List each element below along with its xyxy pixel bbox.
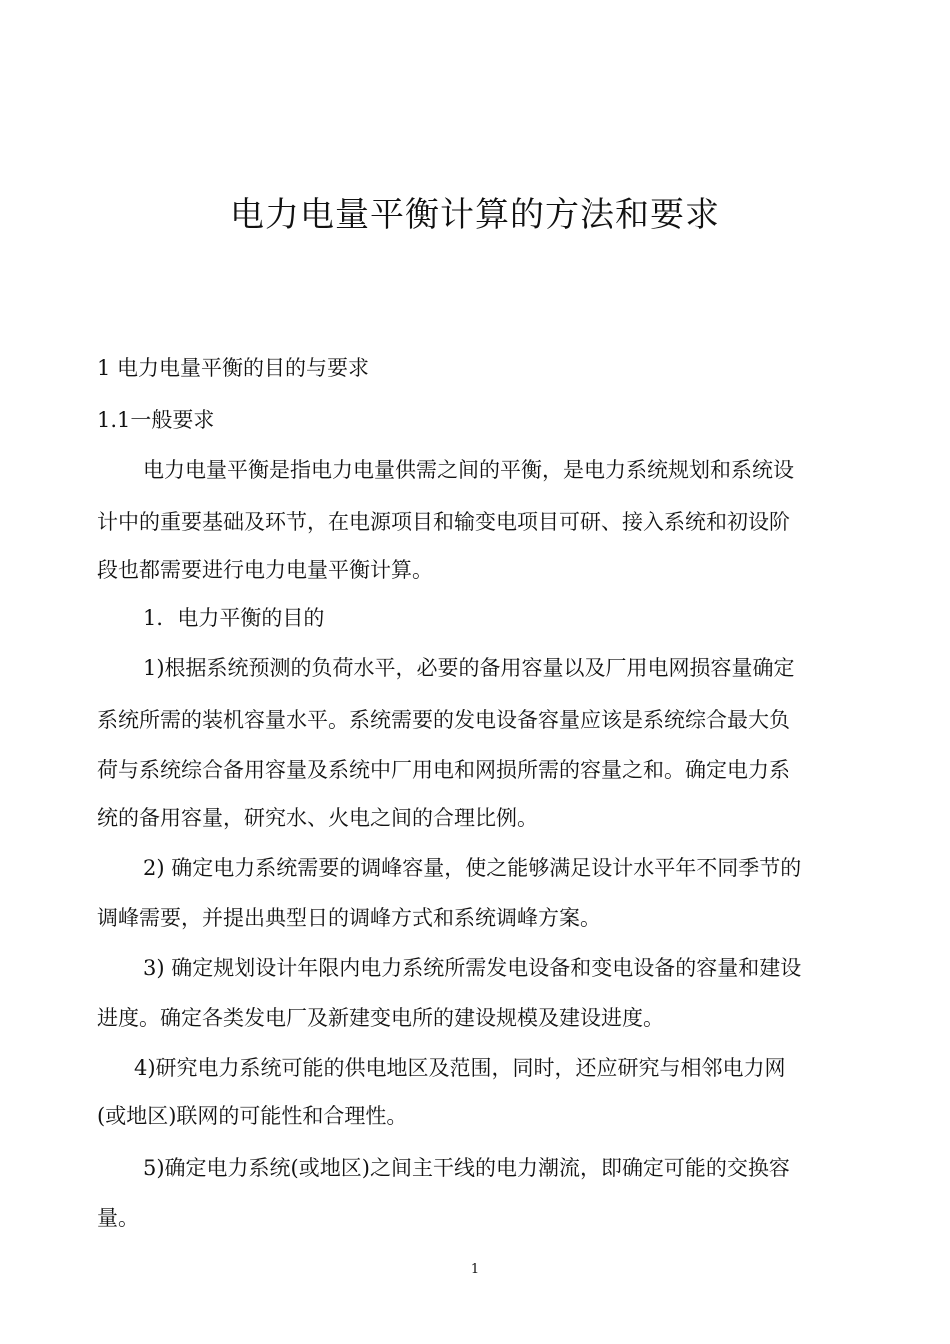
document-title: 电力电量平衡计算的方法和要求 [230, 195, 720, 235]
paragraph-line: 系统所需的装机容量水平。系统需要的发电设备容量应该是系统综合最大负 [97, 708, 790, 732]
paragraph-line: 荷与系统综合备用容量及系统中厂用电和网损所需的容量之和。确定电力系 [97, 758, 790, 782]
paragraph-line: 1)根据系统预测的负荷水平，必要的备用容量以及厂用电网损容量确定 [143, 656, 795, 680]
section-heading: 1 电力电量平衡的目的与要求 [97, 356, 370, 380]
paragraph-line: (或地区)联网的可能性和合理性。 [97, 1104, 408, 1128]
paragraph-line: 段也都需要进行电力电量平衡计算。 [97, 558, 433, 582]
paragraph-line: 进度。确定各类发电厂及新建变电所的建设规模及建设进度。 [97, 1006, 664, 1030]
paragraph-line: 2) 确定电力系统需要的调峰容量，使之能够满足设计水平年不同季节的 [143, 856, 802, 880]
page-number: 1 [470, 1262, 480, 1277]
paragraph-line: 调峰需要，并提出典型日的调峰方式和系统调峰方案。 [97, 906, 601, 930]
paragraph-line: 4)研究电力系统可能的供电地区及范围，同时，还应研究与相邻电力网 [134, 1056, 786, 1080]
paragraph-line: 量。 [97, 1206, 139, 1230]
paragraph-line: 5)确定电力系统(或地区)之间主干线的电力潮流，即确定可能的交换容 [143, 1156, 790, 1180]
paragraph-line: 计中的重要基础及环节，在电源项目和输变电项目可研、接入系统和初设阶 [97, 510, 790, 534]
paragraph-line: 电力电量平衡是指电力电量供需之间的平衡，是电力系统规划和系统设 [143, 458, 794, 482]
paragraph-line: 统的备用容量，研究水、火电之间的合理比例。 [97, 806, 538, 830]
paragraph-line: 3) 确定规划设计年限内电力系统所需发电设备和变电设备的容量和建设 [143, 956, 802, 980]
list-heading: 1．电力平衡的目的 [143, 606, 325, 630]
subsection-heading: 1.1一般要求 [97, 408, 215, 432]
